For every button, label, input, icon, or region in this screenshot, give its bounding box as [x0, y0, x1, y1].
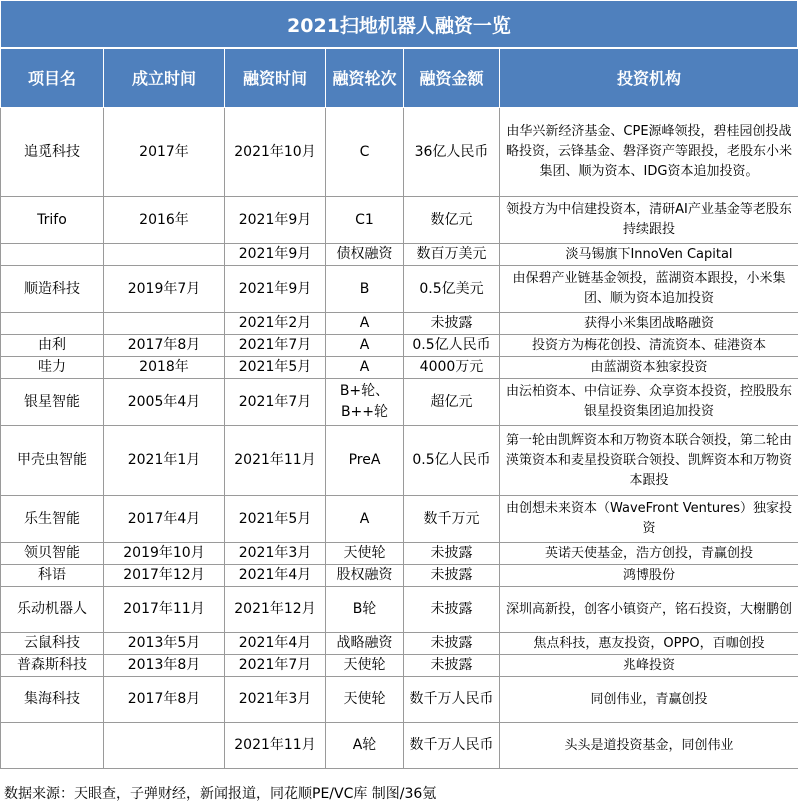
header-round: 融资轮次: [326, 49, 404, 108]
cell-investors: 淡马锡旗下InnoVen Capital: [500, 244, 798, 266]
cell-round: 股权融资: [326, 565, 404, 587]
table-row: [1, 357, 798, 379]
cell-founded: 2019年7月: [104, 266, 225, 313]
cell-project: 云鼠科技: [1, 633, 104, 655]
cell-founded: 2018年: [104, 357, 225, 379]
cell-amount: 数千万人民币: [404, 677, 500, 723]
cell-founded: [104, 244, 225, 266]
data-source-note: 数据来源：天眼查，子弹财经，新闻报道，同花顺PE/VC库 制图/36氪: [4, 786, 437, 802]
cell-round: 天使轮: [326, 677, 404, 723]
cell-time: 2021年9月: [225, 197, 326, 244]
cell-investors: 领投方为中信建投资本，清研AI产业基金等老股东持续跟投: [500, 197, 798, 244]
cell-time: 2021年3月: [225, 677, 326, 723]
cell-investors: 同创伟业，青赢创投: [500, 677, 798, 723]
cell-investors: 获得小米集团战略融资: [500, 313, 798, 335]
table-row: [1, 677, 798, 723]
funding-table: [0, 48, 798, 769]
cell-amount: 36亿人民币: [404, 108, 500, 197]
cell-project: 集海科技: [1, 677, 104, 723]
cell-project: 普森斯科技: [1, 655, 104, 677]
cell-round: B+轮、B++轮: [326, 379, 404, 426]
cell-project: 科语: [1, 565, 104, 587]
cell-founded: 2017年: [104, 108, 225, 197]
header-amount: 融资金额: [404, 49, 500, 108]
cell-amount: 4000万元: [404, 357, 500, 379]
cell-time: 2021年11月: [225, 426, 326, 496]
cell-investors: 英诺天使基金，浩方创投，青赢创投: [500, 543, 798, 565]
table-row: [1, 313, 798, 335]
cell-round: A轮: [326, 723, 404, 769]
cell-founded: 2013年8月: [104, 655, 225, 677]
table-row: [1, 565, 798, 587]
cell-amount: 未披露: [404, 313, 500, 335]
cell-founded: 2017年8月: [104, 677, 225, 723]
table-row: [1, 379, 798, 426]
cell-time: 2021年2月: [225, 313, 326, 335]
cell-time: 2021年7月: [225, 335, 326, 357]
cell-project: 甲壳虫智能: [1, 426, 104, 496]
cell-round: A: [326, 357, 404, 379]
cell-investors: 鸿博股份: [500, 565, 798, 587]
table-row: [1, 587, 798, 633]
cell-project: 由利: [1, 335, 104, 357]
cell-amount: 未披露: [404, 587, 500, 633]
cell-investors: 由蓝湖资本独家投资: [500, 357, 798, 379]
cell-investors: 深圳高新投，创客小镇资产，铭石投资，大榭鹏创: [500, 587, 798, 633]
table-row: [1, 244, 798, 266]
cell-round: 债权融资: [326, 244, 404, 266]
cell-time: 2021年11月: [225, 723, 326, 769]
cell-founded: 2016年: [104, 197, 225, 244]
cell-investors: 投资方为梅花创投、清流资本、硅港资本: [500, 335, 798, 357]
table-row: [1, 426, 798, 496]
table-title: 2021扫地机器人融资一览: [0, 0, 798, 48]
cell-investors: 由华兴新经济基金、CPE源峰领投，碧桂园创投战略投资，云锋基金、磐泽资产等跟投，老股东小米集团、顺为资本、IDG资本追加投资。: [500, 108, 798, 197]
cell-round: A: [326, 313, 404, 335]
cell-round: B轮: [326, 587, 404, 633]
cell-round: A: [326, 335, 404, 357]
cell-time: 2021年4月: [225, 633, 326, 655]
header-funding-time: 融资时间: [225, 49, 326, 108]
cell-project: 银星智能: [1, 379, 104, 426]
cell-project: 追觅科技: [1, 108, 104, 197]
header-project: 项目名: [1, 49, 104, 108]
cell-investors: 由保碧产业链基金领投，蓝湖资本跟投，小米集团、顺为资本追加投资: [500, 266, 798, 313]
cell-round: 天使轮: [326, 543, 404, 565]
table-row: [1, 723, 798, 769]
cell-investors: 由创想未来资本（WaveFront Ventures）独家投资: [500, 496, 798, 543]
cell-founded: 2017年12月: [104, 565, 225, 587]
cell-project: [1, 244, 104, 266]
cell-time: 2021年7月: [225, 655, 326, 677]
cell-round: A: [326, 496, 404, 543]
table-row: [1, 108, 798, 197]
table-row: [1, 197, 798, 244]
cell-amount: 未披露: [404, 633, 500, 655]
cell-founded: [104, 313, 225, 335]
cell-time: 2021年5月: [225, 496, 326, 543]
cell-founded: 2017年4月: [104, 496, 225, 543]
table-row: [1, 266, 798, 313]
cell-amount: 数千万元: [404, 496, 500, 543]
cell-amount: 数百万美元: [404, 244, 500, 266]
cell-time: 2021年12月: [225, 587, 326, 633]
cell-investors: 由沄柏资本、中信证券、众享资本投资，控股股东银星投资集团追加投资: [500, 379, 798, 426]
cell-amount: 0.5亿人民币: [404, 426, 500, 496]
cell-project: 哇力: [1, 357, 104, 379]
cell-time: 2021年9月: [225, 266, 326, 313]
cell-project: 领贝智能: [1, 543, 104, 565]
cell-project: 乐动机器人: [1, 587, 104, 633]
table-row: [1, 496, 798, 543]
cell-founded: 2017年8月: [104, 335, 225, 357]
cell-project: Trifo: [1, 197, 104, 244]
cell-round: C: [326, 108, 404, 197]
cell-founded: 2019年10月: [104, 543, 225, 565]
cell-round: PreA: [326, 426, 404, 496]
header-row: [1, 49, 798, 108]
table-row: [1, 543, 798, 565]
cell-founded: 2005年4月: [104, 379, 225, 426]
cell-project: [1, 723, 104, 769]
table-row: [1, 655, 798, 677]
cell-founded: 2013年5月: [104, 633, 225, 655]
cell-time: 2021年5月: [225, 357, 326, 379]
cell-investors: 兆峰投资: [500, 655, 798, 677]
cell-amount: 数千万人民币: [404, 723, 500, 769]
cell-round: B: [326, 266, 404, 313]
cell-time: 2021年7月: [225, 379, 326, 426]
cell-round: 天使轮: [326, 655, 404, 677]
header-founded: 成立时间: [104, 49, 225, 108]
table-row: [1, 335, 798, 357]
cell-investors: 焦点科技，惠友投资，OPPO，百咖创投: [500, 633, 798, 655]
cell-time: 2021年4月: [225, 565, 326, 587]
cell-project: [1, 313, 104, 335]
cell-time: 2021年10月: [225, 108, 326, 197]
cell-round: 战略融资: [326, 633, 404, 655]
cell-founded: 2021年1月: [104, 426, 225, 496]
cell-amount: 未披露: [404, 655, 500, 677]
cell-amount: 未披露: [404, 565, 500, 587]
cell-investors: 第一轮由凯辉资本和万物资本联合领投，第二轮由渶策资本和麦星投资联合领投、凯辉资本和万物资本跟投: [500, 426, 798, 496]
cell-amount: 未披露: [404, 543, 500, 565]
cell-time: 2021年3月: [225, 543, 326, 565]
cell-amount: 超亿元: [404, 379, 500, 426]
cell-project: 顺造科技: [1, 266, 104, 313]
cell-founded: [104, 723, 225, 769]
cell-investors: 头头是道投资基金，同创伟业: [500, 723, 798, 769]
cell-amount: 0.5亿美元: [404, 266, 500, 313]
cell-time: 2021年9月: [225, 244, 326, 266]
table-row: [1, 633, 798, 655]
cell-amount: 数亿元: [404, 197, 500, 244]
cell-project: 乐生智能: [1, 496, 104, 543]
cell-round: C1: [326, 197, 404, 244]
header-investors: 投资机构: [500, 49, 798, 108]
cell-founded: 2017年11月: [104, 587, 225, 633]
cell-amount: 0.5亿人民币: [404, 335, 500, 357]
